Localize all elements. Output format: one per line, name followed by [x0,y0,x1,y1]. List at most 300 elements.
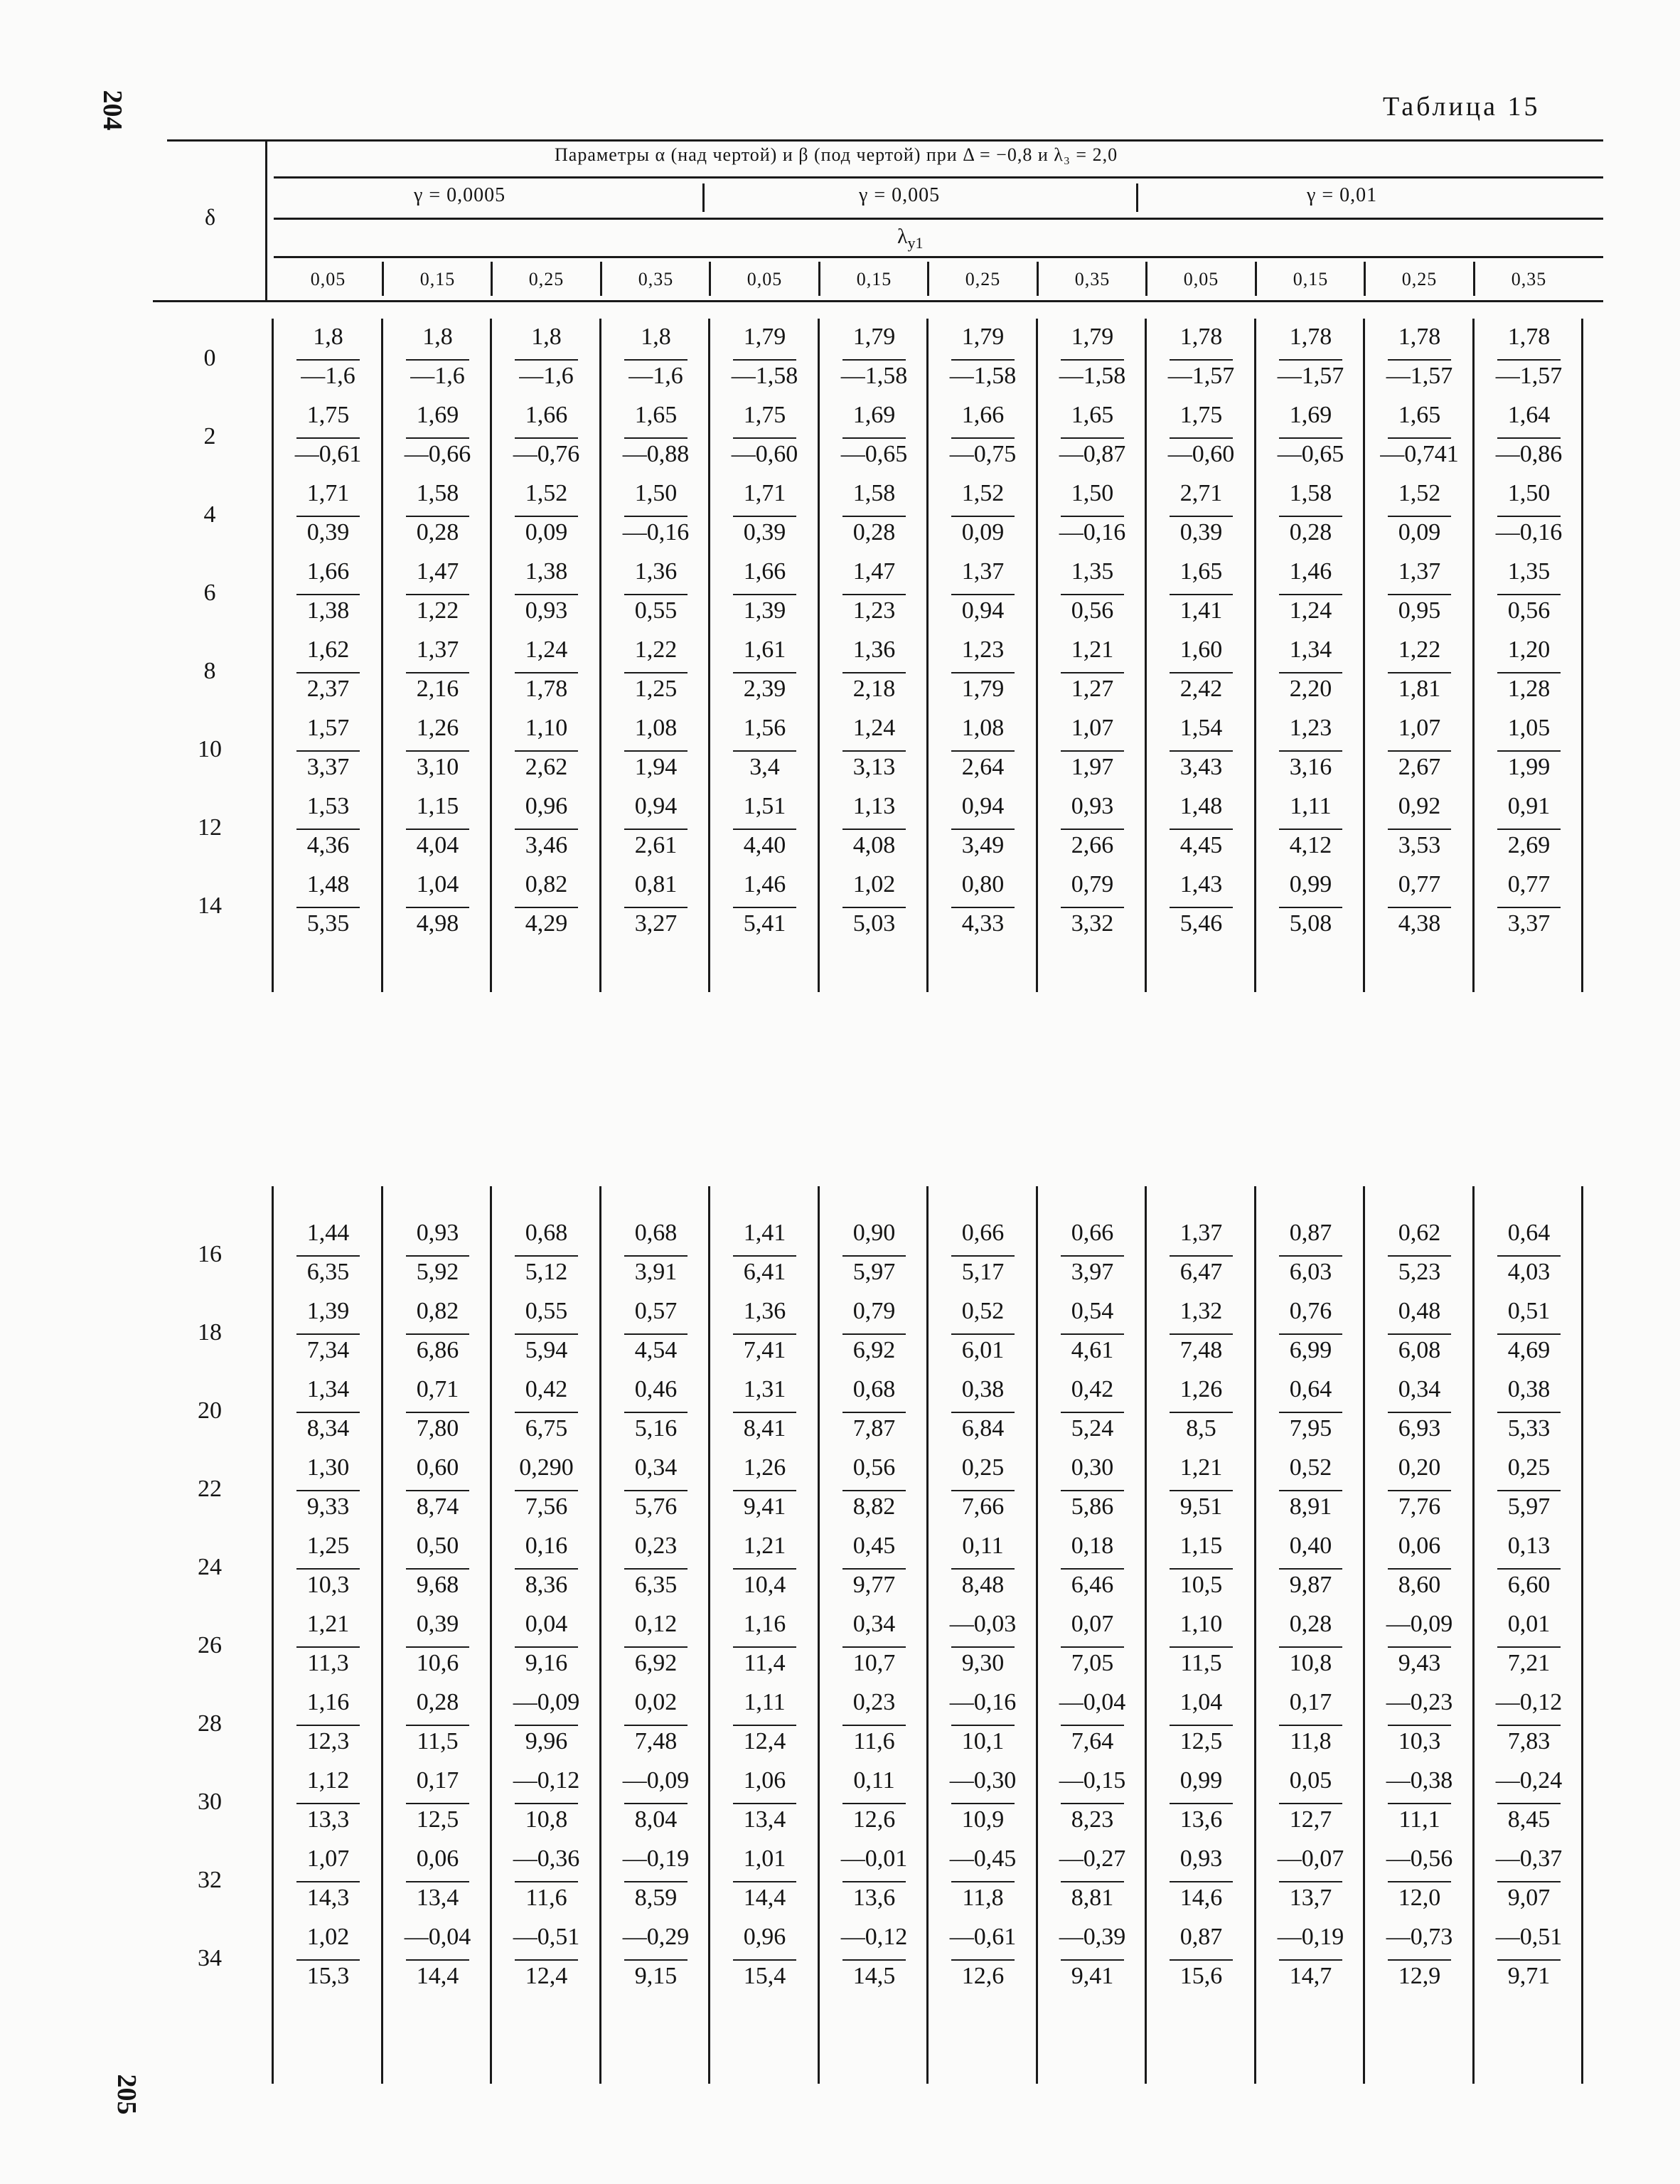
beta-value: 10,6 [416,1650,459,1676]
param-cell [1147,556,1256,636]
alpha-value: —0,30 [949,1767,1017,1794]
alpha-value: 1,35 [1507,558,1551,585]
param-cell [1038,400,1147,479]
fraction-bar [733,1646,796,1648]
rule-gamma-sep-1 [702,183,705,212]
alpha-value: 1,66 [525,402,568,428]
alpha-value: 1,38 [525,558,568,585]
alpha-value: 0,82 [525,871,568,897]
fraction-bar [624,359,687,361]
alpha-value: 1,71 [306,480,350,506]
beta-value: 11,8 [1290,1728,1332,1754]
alpha-value: 0,02 [634,1689,678,1715]
param-cell [492,478,601,558]
param-cell [820,869,929,949]
beta-value: 2,39 [743,676,786,702]
fraction-bar [1170,1333,1233,1335]
beta-value: 8,41 [743,1415,786,1442]
fraction-bar [406,1959,469,1961]
beta-value: 8,81 [1071,1885,1114,1911]
param-cell [1365,1374,1474,1454]
alpha-value: 1,25 [306,1533,350,1559]
alpha-value: 0,56 [852,1454,896,1481]
delta-value: 28 [198,1710,222,1737]
alpha-value: 1,21 [743,1533,786,1559]
alpha-value: 0,01 [1507,1611,1551,1637]
alpha-value: 1,69 [416,402,459,428]
fraction-bar [515,359,578,361]
alpha-value: 1,79 [852,324,896,350]
beta-value: —1,6 [628,363,683,389]
param-cell [383,1452,492,1532]
param-cell [492,1296,601,1375]
fraction-bar [1061,750,1124,752]
fraction-bar [296,829,360,830]
fraction-bar [842,1255,906,1257]
beta-value: —0,16 [1059,519,1126,545]
alpha-value: 1,41 [743,1220,786,1246]
beta-value: 5,12 [525,1259,568,1285]
fraction-bar [624,750,687,752]
param-cell [1147,1765,1256,1845]
fraction-bar [515,1412,578,1413]
fraction-bar [296,1490,360,1491]
fraction-bar [1388,1568,1451,1570]
alpha-value: —0,51 [513,1924,580,1950]
fraction-bar [1497,594,1561,595]
alpha-value: —0,38 [1386,1767,1453,1794]
fraction-bar [733,1725,796,1726]
alpha-value: 1,02 [852,871,896,897]
beta-value: 0,56 [1507,597,1551,624]
alpha-value: 0,93 [1071,793,1114,819]
fraction-bar [1279,750,1342,752]
fraction-bar [1497,359,1561,361]
param-cell [1365,1843,1474,1923]
param-cell [1038,556,1147,636]
alpha-value: —0,01 [840,1845,908,1872]
beta-value: 14,7 [1289,1963,1332,1989]
fraction-bar [733,907,796,908]
alpha-value: 1,24 [525,636,568,663]
beta-value: 3,53 [1398,832,1441,858]
beta-value: 9,77 [852,1572,896,1598]
param-cell [1365,478,1474,558]
param-cell [929,1452,1037,1532]
fraction-bar [406,1881,469,1882]
alpha-value: 1,08 [634,715,678,741]
param-cell [820,556,929,636]
alpha-value: 1,66 [306,558,350,585]
beta-value: —0,66 [404,441,471,467]
alpha-value: 1,36 [852,636,896,663]
beta-value: 1,28 [1507,676,1551,702]
lambda-column-separator [1037,262,1039,296]
beta-value: 4,29 [525,910,568,937]
alpha-value: 0,34 [634,1454,678,1481]
fraction-bar [406,594,469,595]
beta-value: 13,7 [1289,1885,1332,1911]
beta-value: —1,58 [840,363,908,389]
param-cell [492,1687,601,1767]
param-cell [274,869,382,949]
param-cell [274,556,382,636]
fraction-bar [951,1803,1015,1804]
param-cell [1475,1609,1583,1688]
beta-value: 1,99 [1507,754,1551,780]
alpha-value: 0,40 [1289,1533,1332,1559]
lambda-column-separator [1364,262,1366,296]
fraction-bar [951,1959,1015,1961]
param-cell [1475,321,1583,401]
delta-value: 34 [198,1945,222,1971]
alpha-value: 1,22 [1398,636,1441,663]
fraction-bar [406,672,469,673]
param-cell [601,1922,710,2001]
param-cell [1038,1530,1147,1610]
param-cell [820,634,929,714]
lambda-value: 0,15 [1293,269,1329,289]
alpha-value: —0,19 [622,1845,690,1872]
beta-value: 7,87 [852,1415,896,1442]
fraction-bar [1279,1959,1342,1961]
beta-value: 6,08 [1398,1337,1441,1363]
fraction-bar [515,1568,578,1570]
fraction-bar [515,1803,578,1804]
beta-value: 6,35 [306,1259,350,1285]
fraction-bar [406,1725,469,1726]
fraction-bar [842,1959,906,1961]
param-cell [820,1218,929,1297]
param-cell [1256,321,1365,401]
fraction-bar [842,1333,906,1335]
delta-value: 14 [198,893,222,919]
param-cell [1038,1843,1147,1923]
fraction-bar [1388,1646,1451,1648]
alpha-value: 1,05 [1507,715,1551,741]
param-cell [710,1218,819,1297]
beta-value: —1,58 [1059,363,1126,389]
fraction-bar [624,1646,687,1648]
page-number-top: 204 [97,90,127,131]
fraction-bar [1388,359,1451,361]
alpha-value: 0,93 [1179,1845,1223,1872]
lambda-column-separator [491,262,493,296]
delta-value: 32 [198,1867,222,1893]
alpha-value: 1,8 [313,324,343,350]
beta-value: 14,5 [852,1963,896,1989]
beta-value: 7,21 [1507,1650,1551,1676]
beta-value: 2,20 [1289,676,1332,702]
param-cell [601,1843,710,1923]
param-cell [1256,478,1365,558]
fraction-bar [1388,1959,1451,1961]
alpha-value: 1,39 [306,1298,350,1324]
alpha-value: 1,64 [1507,402,1551,428]
fraction-bar [406,1333,469,1335]
param-cell [929,1296,1037,1375]
alpha-value: —0,24 [1495,1767,1563,1794]
param-cell [601,321,710,401]
param-cell [1147,1687,1256,1767]
fraction-bar [1279,1881,1342,1882]
beta-value: 8,04 [634,1806,678,1833]
param-cell [1475,1687,1583,1767]
lambda-value: 0,15 [856,269,892,289]
param-cell [1147,634,1256,714]
param-cell [710,1765,819,1845]
fraction-bar [842,1568,906,1570]
param-cell [1147,1374,1256,1454]
beta-value: 12,5 [416,1806,459,1833]
fraction-bar [624,1959,687,1961]
alpha-value: 1,34 [1289,636,1332,663]
param-cell [1365,400,1474,479]
fraction-bar [406,1568,469,1570]
alpha-value: 0,23 [852,1689,896,1715]
alpha-value: 1,15 [1179,1533,1223,1559]
rule-top [167,139,1603,142]
beta-value: 2,42 [1179,676,1223,702]
alpha-value: 0,06 [1398,1533,1441,1559]
beta-value: 4,08 [852,832,896,858]
delta-value: 20 [198,1397,222,1424]
beta-value: 13,3 [306,1806,350,1833]
alpha-value: 1,56 [743,715,786,741]
beta-value: 8,23 [1071,1806,1114,1833]
param-cell [1365,1687,1474,1767]
beta-value: 14,6 [1179,1885,1223,1911]
delta-value: 2 [203,423,216,449]
alpha-value: 1,48 [306,871,350,897]
param-cell [1256,1218,1365,1297]
alpha-value: —0,16 [949,1689,1017,1715]
alpha-value: —0,12 [1495,1689,1563,1715]
beta-value: 9,41 [743,1493,786,1520]
fraction-bar [1497,907,1561,908]
beta-value: —1,58 [731,363,798,389]
alpha-value: 1,79 [1071,324,1114,350]
fraction-bar [515,1255,578,1257]
param-cell [601,1218,710,1297]
alpha-value: 0,94 [961,793,1005,819]
fraction-bar [1279,359,1342,361]
alpha-value: 0,81 [634,871,678,897]
fraction-bar [1497,750,1561,752]
fraction-bar [624,1725,687,1726]
beta-value: —0,76 [513,441,580,467]
lambda-value: 0,25 [965,269,1001,289]
fraction-bar [624,516,687,517]
fraction-bar [1279,594,1342,595]
beta-value: 12,4 [743,1728,786,1754]
beta-value: 11,3 [307,1650,349,1676]
beta-value: 9,15 [634,1963,678,1989]
fraction-bar [842,1881,906,1882]
fraction-bar [733,829,796,830]
alpha-value: 1,26 [743,1454,786,1481]
fraction-bar [1061,1646,1124,1648]
alpha-value: 0,20 [1398,1454,1441,1481]
fraction-bar [296,907,360,908]
alpha-value: 1,12 [306,1767,350,1794]
fraction-bar [1279,516,1342,517]
param-cell [710,556,819,636]
param-cell [601,400,710,479]
beta-value: 7,56 [525,1493,568,1520]
fraction-bar [1170,1646,1233,1648]
alpha-value: 0,79 [1071,871,1114,897]
param-cell [1475,1452,1583,1532]
param-cell [1256,713,1365,792]
param-cell [601,791,710,870]
fraction-bar [842,829,906,830]
fraction-bar [406,1490,469,1491]
param-cell [1038,1687,1147,1767]
alpha-value: 0,34 [1398,1376,1441,1402]
alpha-value: 0,79 [852,1298,896,1324]
fraction-bar [733,359,796,361]
param-cell [710,1609,819,1688]
fraction-bar [733,1333,796,1335]
beta-value: 6,35 [634,1572,678,1598]
param-cell [383,1296,492,1375]
beta-value: 11,4 [744,1650,786,1676]
alpha-value: 1,16 [306,1689,350,1715]
alpha-value: —0,27 [1059,1845,1126,1872]
param-cell [601,1765,710,1845]
alpha-value: 1,07 [1071,715,1114,741]
alpha-value: —0,51 [1495,1924,1563,1950]
fraction-bar [1388,516,1451,517]
param-cell [601,1296,710,1375]
beta-value: 7,64 [1071,1728,1114,1754]
fraction-bar [1388,1490,1451,1491]
param-cell [274,1609,382,1688]
param-cell [929,869,1037,949]
alpha-value: 0,05 [1289,1767,1332,1794]
lambda-column-separator [600,262,602,296]
beta-value: 1,25 [634,676,678,702]
beta-value: 9,96 [525,1728,568,1754]
param-cell [1475,869,1583,949]
fraction-bar [1279,1803,1342,1804]
param-cell [383,1374,492,1454]
alpha-value: —0,15 [1059,1767,1126,1794]
fraction-bar [515,1881,578,1882]
alpha-value: 0,290 [519,1454,574,1481]
alpha-value: 1,37 [961,558,1005,585]
alpha-value: 1,75 [743,402,786,428]
param-cell [929,556,1037,636]
alpha-value: 1,23 [1289,715,1332,741]
fraction-bar [1279,1255,1342,1257]
beta-value: 4,61 [1071,1337,1114,1363]
delta-value: 30 [198,1789,222,1815]
param-cell [929,321,1037,401]
param-cell [1475,1765,1583,1845]
alpha-value: 1,65 [1071,402,1114,428]
alpha-value: 0,42 [525,1376,568,1402]
beta-value: —1,57 [1167,363,1235,389]
fraction-bar [1388,437,1451,439]
beta-value: 3,43 [1179,754,1223,780]
param-cell [492,1374,601,1454]
param-cell [1365,1452,1474,1532]
beta-value: 9,07 [1507,1885,1551,1911]
param-cell [820,1296,929,1375]
fraction-bar [624,1490,687,1491]
param-cell [492,1765,601,1845]
lambda-value: 0,05 [1183,269,1219,289]
param-cell [1365,713,1474,792]
alpha-value: —0,45 [949,1845,1017,1872]
beta-value: 4,69 [1507,1337,1551,1363]
alpha-value: 1,51 [743,793,786,819]
beta-value: 2,61 [634,832,678,858]
fraction-bar [1061,1333,1124,1335]
beta-value: 1,41 [1179,597,1223,624]
fraction-bar [1388,750,1451,752]
alpha-value: 0,90 [852,1220,896,1246]
param-cell [820,1452,929,1532]
beta-value: 4,38 [1398,910,1441,937]
rule-gamma-sep-2 [1136,183,1138,212]
fraction-bar [842,672,906,673]
alpha-value: 1,48 [1179,793,1223,819]
beta-value: 1,24 [1289,597,1332,624]
alpha-value: 1,15 [416,793,459,819]
param-cell [710,1922,819,2001]
beta-value: 5,76 [634,1493,678,1520]
param-cell [1365,1530,1474,1610]
param-cell [274,713,382,792]
lambda-column-separator [927,262,929,296]
alpha-value: 1,26 [416,715,459,741]
param-cell [1256,400,1365,479]
param-cell [1475,1296,1583,1375]
fraction-bar [1388,907,1451,908]
beta-value: 12,0 [1398,1885,1441,1911]
fraction-bar [1388,1803,1451,1804]
beta-value: 10,1 [961,1728,1005,1754]
beta-value: 10,8 [1289,1650,1332,1676]
beta-value: 6,92 [852,1337,896,1363]
param-cell [929,1843,1037,1923]
param-cell [1365,321,1474,401]
fraction-bar [1170,594,1233,595]
fraction-bar [951,1333,1015,1335]
delta-value: 22 [198,1476,222,1502]
alpha-value: 1,20 [1507,636,1551,663]
param-cell [1147,400,1256,479]
beta-value: —0,75 [949,441,1017,467]
fraction-bar [1170,1490,1233,1491]
fraction-bar [1170,1412,1233,1413]
param-cell [710,400,819,479]
alpha-value: 0,23 [634,1533,678,1559]
param-cell [1038,1296,1147,1375]
fraction-bar [842,1412,906,1413]
fraction-bar [1388,594,1451,595]
delta-value: 12 [198,814,222,841]
alpha-value: 0,71 [416,1376,459,1402]
fraction-bar [842,594,906,595]
param-cell [1475,791,1583,870]
fraction-bar [1497,1646,1561,1648]
fraction-bar [1497,1568,1561,1570]
alpha-value: 0,62 [1398,1220,1441,1246]
